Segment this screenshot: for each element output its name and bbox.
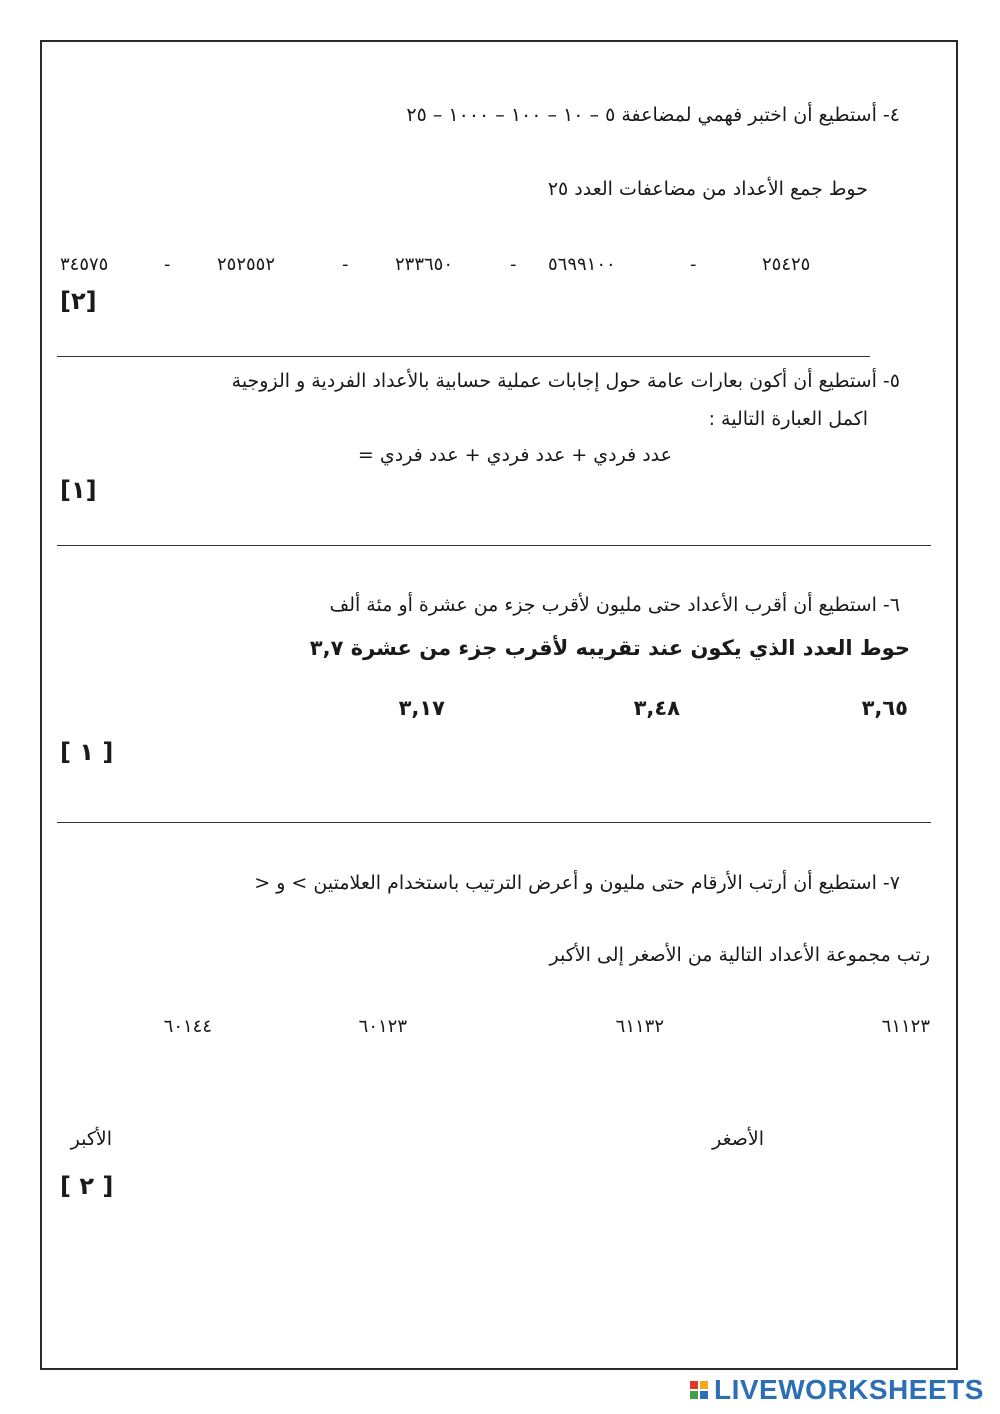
logo-square [700,1391,708,1399]
q7-smallest-label: الأصغر [712,1128,764,1150]
q6-option-1[interactable]: ٣,٦٥ [861,696,908,720]
q7-largest-label: الأكبر [70,1128,112,1150]
q4-number-2[interactable]: ٥٦٩٩١٠٠ [548,254,616,275]
q4-title: ٤- أستطيع أن اختبر فهمي لمضاعفة ٥ – ١٠ – ١٠٠ – ١٠٠٠ – ٢٥ [406,104,900,126]
q6-option-2[interactable]: ٣,٤٨ [633,696,680,720]
q4-score: [٢] [60,287,97,315]
q4-separator-4: - [164,254,172,275]
logo-text: LIVEWORKSHEETS [714,1374,984,1405]
q4-number-3[interactable]: ٢٣٣٦٥٠ [395,254,454,275]
q6-title: ٦- استطيع أن أقرب الأعداد حتى مليون لأقرب جزء من عشرة أو مئة ألف [329,594,900,616]
logo-square [700,1381,708,1389]
q5-score: [١] [60,476,97,504]
q7-score: [ ٢ ] [60,1172,114,1200]
q6-option-3[interactable]: ٣,١٧ [398,696,445,720]
q4-number-4[interactable]: ٢٥٢٥٥٢ [217,254,276,275]
divider-2 [57,545,931,546]
q4-separator-3: - [342,254,350,275]
divider-3 [57,822,931,823]
q7-instruction: رتب مجموعة الأعداد التالية من الأصغر إلى الأكبر [549,944,930,966]
logo-icon [690,1381,708,1399]
q4-number-5[interactable]: ٣٤٥٧٥ [60,254,109,275]
q7-number-3[interactable]: ٦٠١٢٣ [358,1016,407,1037]
liveworksheets-logo [690,1374,984,1406]
q7-number-4[interactable]: ٦٠١٤٤ [163,1016,212,1037]
divider-1 [57,356,870,357]
q4-number-1[interactable]: ٢٥٤٢٥ [762,254,811,275]
q4-instruction: حوط جمع الأعداد من مضاعفات العدد ٢٥ [547,178,868,200]
q5-instruction: اكمل العبارة التالية : [708,408,868,430]
q7-number-2[interactable]: ٦١١٣٢ [615,1016,664,1037]
q5-title: ٥- أستطيع أن أكون بعارات عامة حول إجابات عملية حسابية بالأعداد الفردية و الزوجية [231,370,900,392]
q4-separator-1: - [690,254,698,275]
worksheet-frame [40,40,958,1370]
logo-square [690,1381,698,1389]
q6-instruction: حوط العدد الذي يكون عند تقريبه لأقرب جزء من عشرة ٣,٧ [309,636,910,660]
q5-expression: عدد فردي + عدد فردي + عدد فردي = [357,444,672,466]
logo-square [690,1391,698,1399]
q7-title: ٧- استطيع أن أرتب الأرقام حتى مليون و أعرض الترتيب باستخدام العلامتين > و < [254,872,900,894]
q4-separator-2: - [510,254,518,275]
q7-number-1[interactable]: ٦١١٢٣ [881,1016,930,1037]
q6-score: [ ١ ] [60,738,114,766]
